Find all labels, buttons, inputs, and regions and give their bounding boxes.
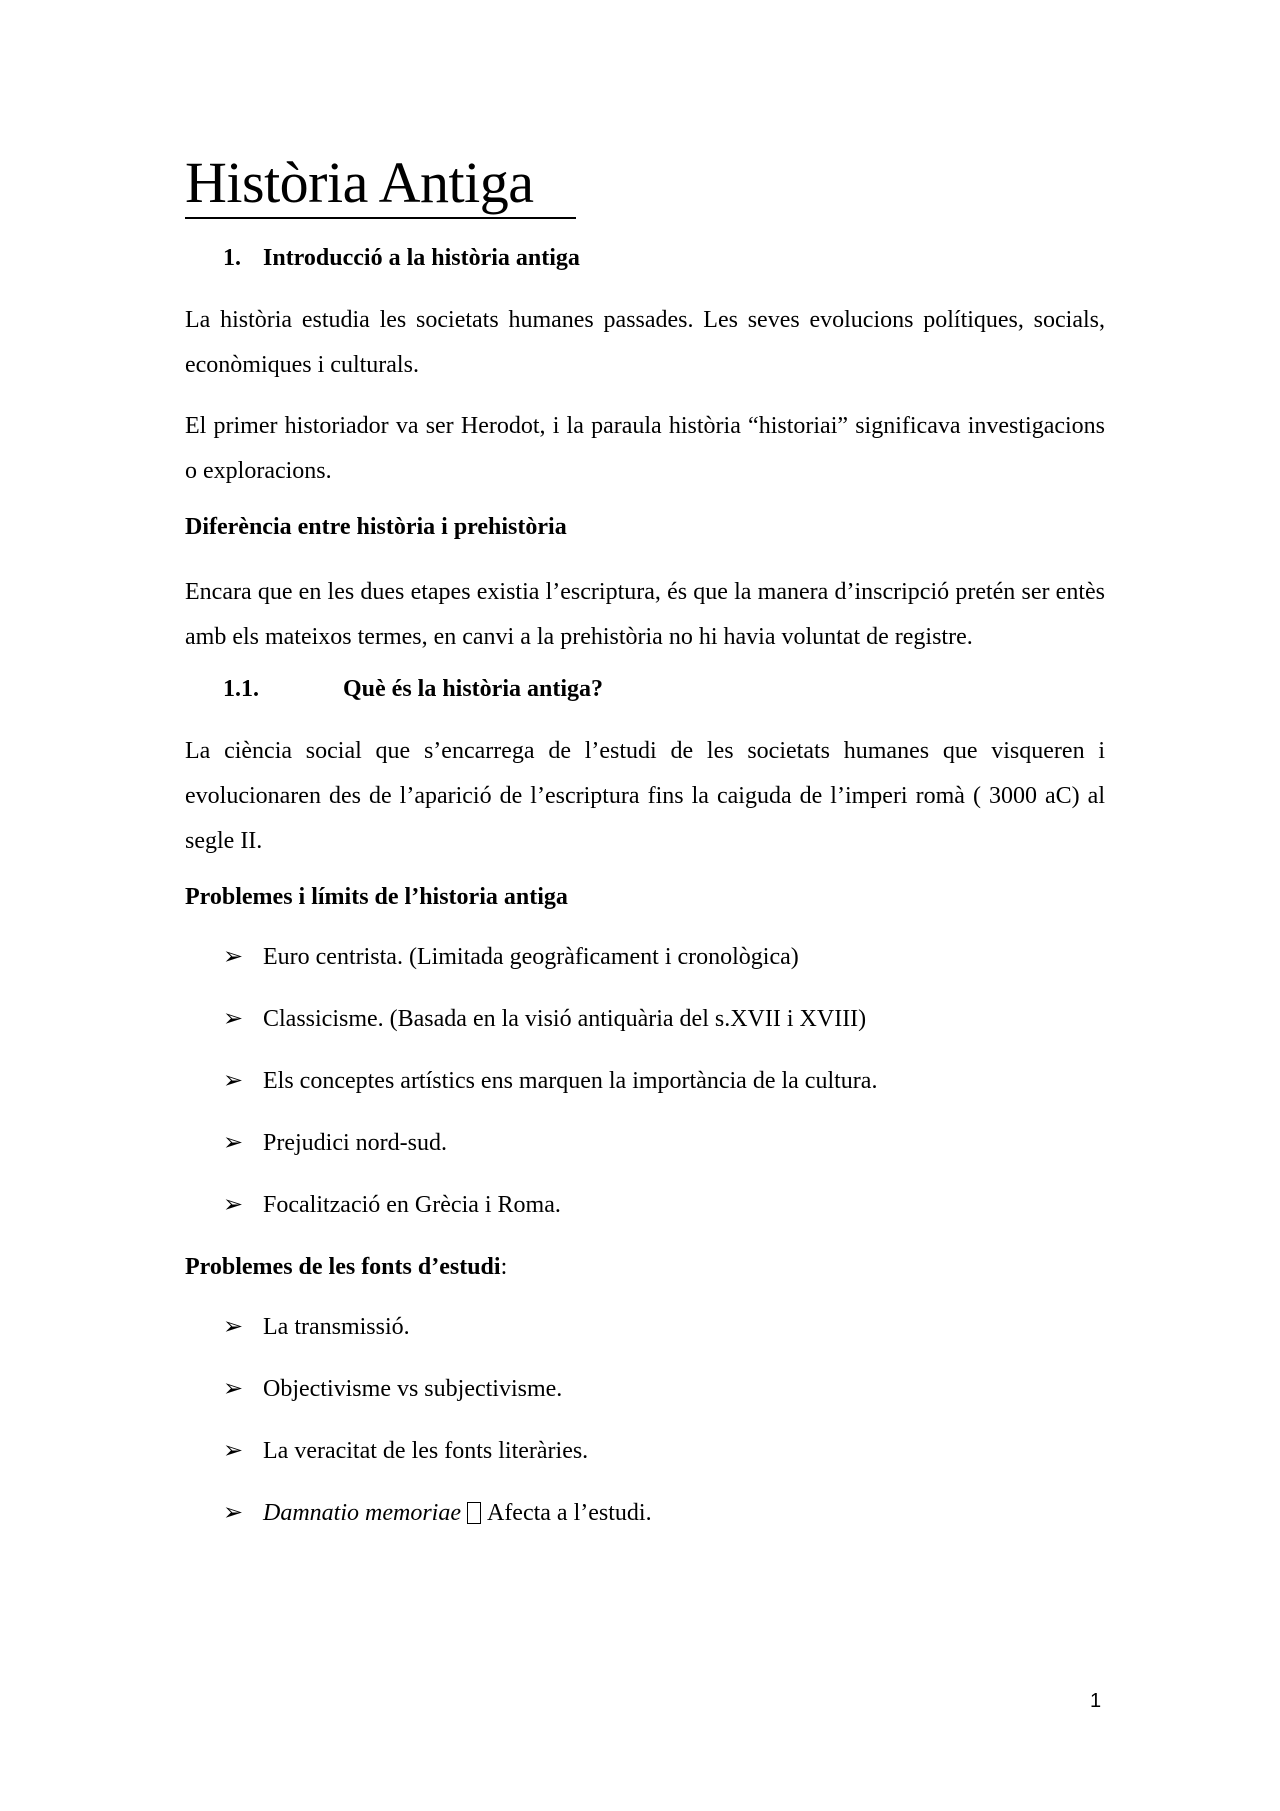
list-item	[223, 1002, 1105, 1036]
list-item	[223, 1188, 1105, 1222]
page-number: 1	[1090, 1690, 1102, 1712]
arrow-bullet-icon: ➢	[223, 943, 244, 970]
document-title: Història Antiga	[185, 150, 576, 219]
arrow-bullet-icon: ➢	[223, 1313, 244, 1340]
section-number: 1.	[223, 244, 241, 271]
sources-list	[185, 1310, 1105, 1530]
paragraph-social-science: La ciència social que s’encarrega de l’estudi de les societats humanes que visqueren i evolucionaren des de l’aparició de l’escriptura fins la caiguda de l’imperi romà ( 3000 aC) al segle II.	[185, 737, 1105, 854]
list-item-text: Afecta a l’estudi.	[486, 1499, 652, 1526]
section-heading-1-1	[223, 676, 1105, 703]
list-item	[223, 1064, 1105, 1098]
list-item	[223, 1372, 1105, 1406]
subheading-colon: :	[500, 1253, 508, 1280]
list-item-text: Prejudici nord-sud.	[263, 1129, 447, 1156]
missing-glyph-icon	[467, 1502, 481, 1524]
list-item-text: La veracitat de les fonts literàries.	[263, 1437, 589, 1464]
section-number: 1.1.	[223, 675, 259, 702]
list-item	[223, 1496, 1105, 1530]
arrow-bullet-icon: ➢	[223, 1005, 244, 1032]
section-title: Què és la història antiga?	[343, 675, 604, 702]
list-item-italic-text: Damnatio memoriae	[263, 1499, 461, 1526]
list-item-text: Classicisme. (Basada en la visió antiquària del s.XVII i XVIII)	[263, 1005, 867, 1032]
list-item-text: Objectivisme vs subjectivisme.	[263, 1375, 563, 1402]
section-heading-1	[223, 245, 1105, 272]
list-item	[223, 940, 1105, 974]
paragraph-history-definition: La història estudia les societats humanes passades. Les seves evolucions polítiques, socials, econòmiques i culturals.	[185, 306, 1105, 378]
section-title: Introducció a la història antiga	[263, 244, 580, 271]
limits-list	[185, 940, 1105, 1222]
list-item-text: La transmissió.	[263, 1313, 410, 1340]
paragraph-writing: Encara que en les dues etapes existia l’escriptura, és que la manera d’inscripció pretén ser entès amb els mateixos termes, en canvi a la prehistòria no hi havia voluntat de registre.	[185, 578, 1105, 650]
list-item-text: Focalització en Grècia i Roma.	[263, 1191, 561, 1218]
list-item-text: Els conceptes artístics ens marquen la importància de la cultura.	[263, 1067, 878, 1094]
subheading-text: Problemes de les fonts d’estudi	[185, 1253, 501, 1280]
arrow-bullet-icon: ➢	[223, 1191, 244, 1218]
subheading-problems-limits: Problemes i límits de l’historia antiga	[185, 883, 568, 910]
subheading-problems-sources	[185, 1250, 1105, 1284]
arrow-bullet-icon: ➢	[223, 1375, 244, 1402]
arrow-bullet-icon: ➢	[223, 1437, 244, 1464]
arrow-bullet-icon: ➢	[223, 1499, 244, 1526]
arrow-bullet-icon: ➢	[223, 1129, 244, 1156]
list-item	[223, 1310, 1105, 1344]
subheading-difference: Diferència entre història i prehistòria	[185, 513, 567, 540]
list-item	[223, 1126, 1105, 1160]
list-item	[223, 1434, 1105, 1468]
arrow-bullet-icon: ➢	[223, 1067, 244, 1094]
paragraph-herodotus: El primer historiador va ser Herodot, i la paraula història “historiai” significava investigacions o exploracions.	[185, 412, 1105, 484]
document-page	[185, 150, 1105, 1558]
list-item-text: Euro centrista. (Limitada geogràficament i cronològica)	[263, 943, 799, 970]
